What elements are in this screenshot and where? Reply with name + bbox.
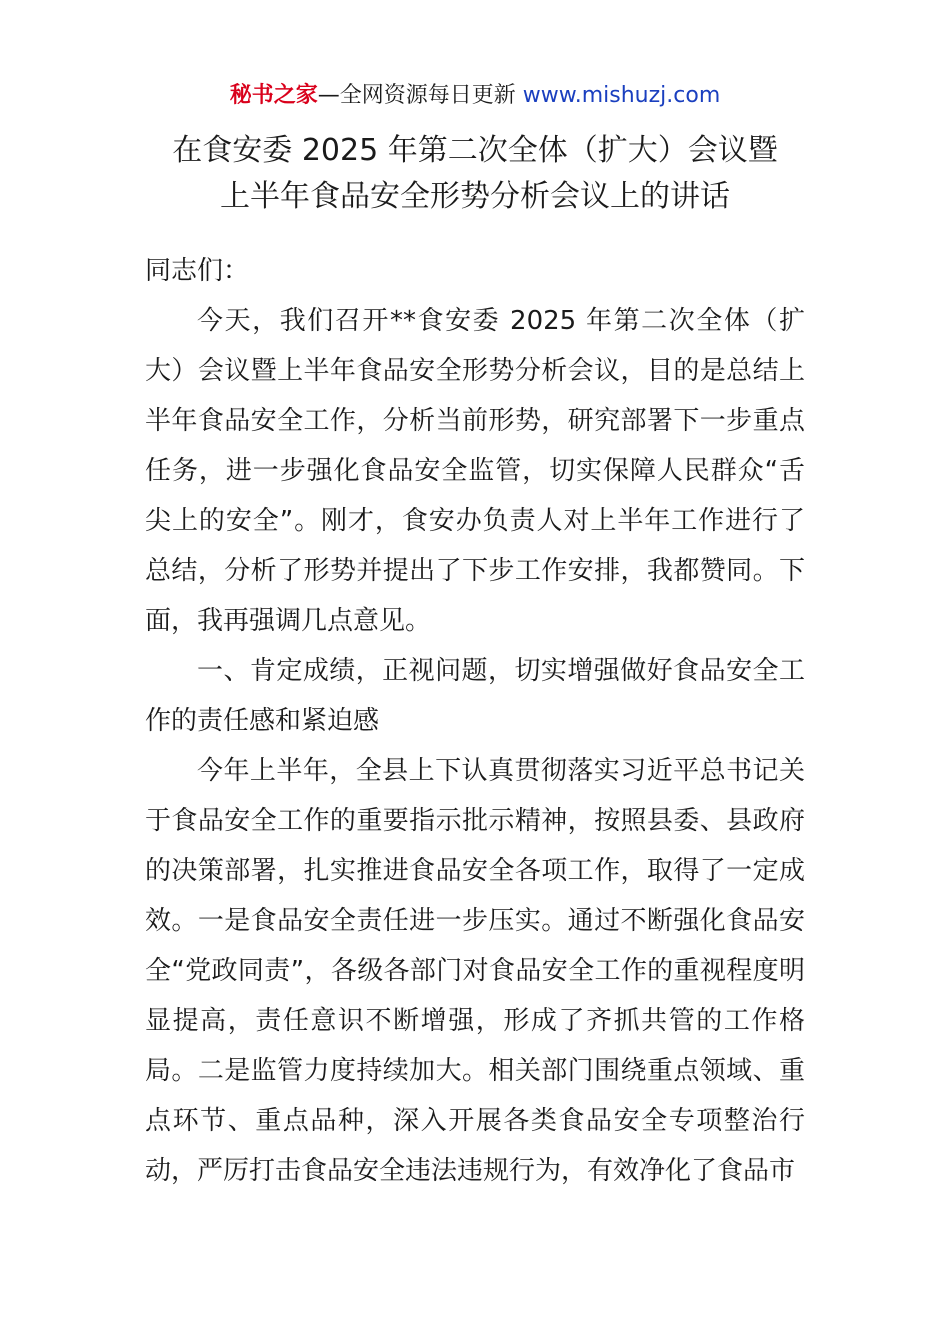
title-line-2: 上半年食品安全形势分析会议上的讲话 [220,179,730,214]
paragraph-intro: 今天，我们召开**食安委 2025 年第二次全体（扩大）会议暨上半年食品安全形势分析会议，目的是总结上半年食品安全工作，分析当前形势，研究部署下一步重点任务，进一步强化食品安全监管，切实保障人民群众“舌尖上的安全”。刚才，食安办负责人对上半年工作进行了总结，分析了形势并提出了下步工作安排，我都赞同。下面，我再强调几点意见。 [145,306,805,636]
site-header [0,80,950,112]
site-name: 秘书之家 [229,83,318,108]
site-url-link[interactable]: www.mishuzj.com [522,83,721,108]
document-body [145,246,805,1196]
site-tagline: —全网资源每日更新 [317,83,516,108]
salutation: 同志们： [145,256,250,286]
section-heading-1: 一、肯定成绩，正视问题，切实增强做好食品安全工作的责任感和紧迫感 [145,656,805,736]
title-line-1: 在食安委 2025 年第二次全体（扩大）会议暨 [172,133,778,168]
paragraph-achievements: 今年上半年，全县上下认真贯彻落实习近平总书记关于食品安全工作的重要指示批示精神，按照县委、县政府的决策部署，扎实推进食品安全各项工作，取得了一定成效。一是食品安全责任进一步压实。通过不断强化食品安全“党政同责”，各级各部门对食品安全工作的重视程度明显提高，责任意识不断增强，形成了齐抓共管的工作格局。二是监管力度持续加大。相关部门围绕重点领域、重点环节、重点品种，深入开展各类食品安全专项整治行动，严厉打击食品安全违法违规行为，有效净化了食品市 [145,756,805,1186]
document-title [0,128,950,220]
